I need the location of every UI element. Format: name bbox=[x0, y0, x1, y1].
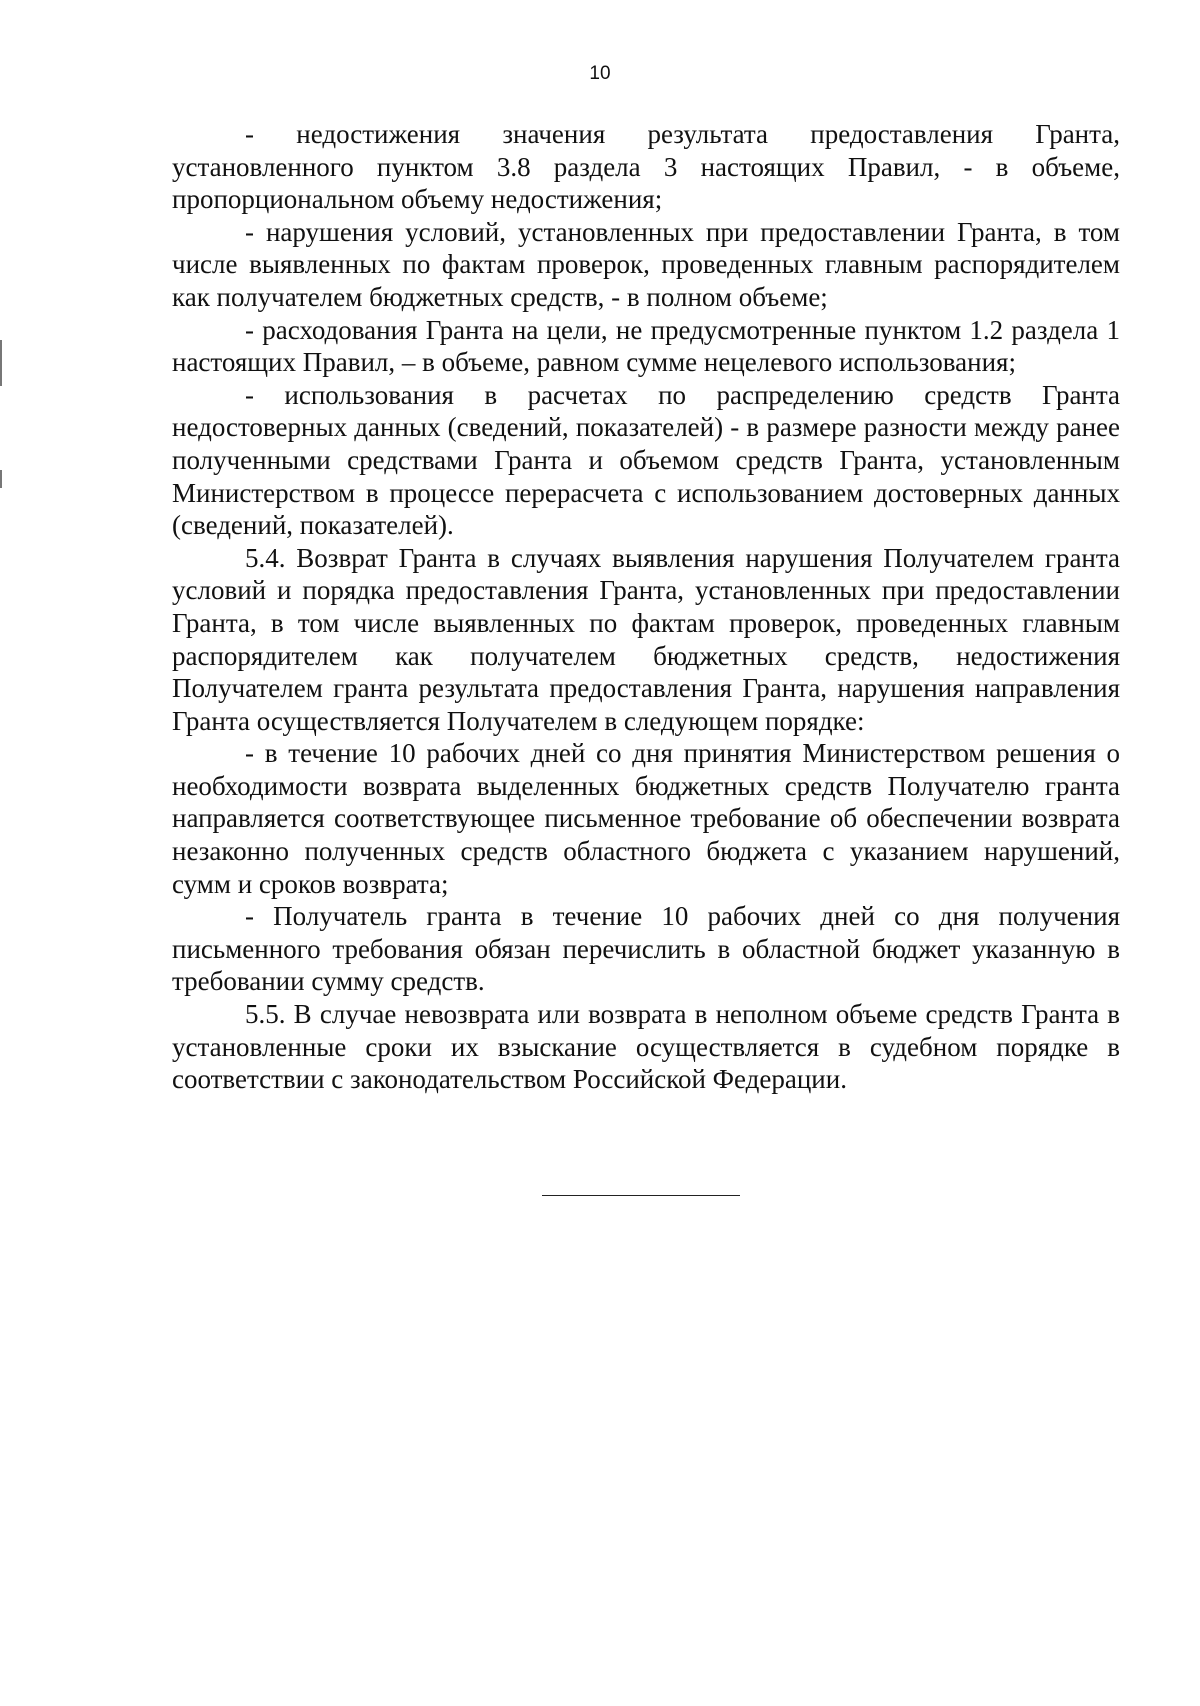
paragraph-misuse: - расходования Гранта на цели, не предусмотренные пунктом 1.2 раздела 1 настоящих Правил, – в объеме, равном сумме нецелевого использования; bbox=[172, 314, 1120, 378]
paragraph-underachievement: - недостижения значения результата предоставления Гранта, установленного пунктом 3.8 раздела 3 настоящих Правил, - в объеме, пропорциональном объему недостижения; bbox=[172, 119, 1120, 215]
paragraph-condition-violation: - нарушения условий, установленных при предоставлении Гранта, в том числе выявленных по фактам проверок, проведенных главным распорядителем как получателем бюджетных средств, - в полном объеме; bbox=[172, 216, 1120, 312]
paragraph-5-4-return: 5.4. Возврат Гранта в случаях выявления нарушения Получателем гранта условий и порядка предоставления Гранта, установленных при предоставлении Гранта, в том числе выявленных по фактам проверок, проведенных главным распорядителем как получателем бюджетных средств, недостижения Получателем гранта результата предоставления Гранта, нарушения направления Гранта осуществляется Получателем в следующем порядке: bbox=[172, 542, 1120, 736]
paragraph-5-5-court: 5.5. В случае невозврата или возврата в неполном объеме средств Гранта в установленные сроки их взыскание осуществляется в судебном порядке в соответствии с законодательством Российской Федерации. bbox=[172, 999, 1120, 1095]
scan-edge-mark bbox=[0, 470, 2, 488]
page-number: 10 bbox=[589, 63, 611, 84]
end-of-text-divider bbox=[542, 1195, 740, 1196]
paragraph-demand-notice: - в течение 10 рабочих дней со дня принятия Министерством решения о необходимости возврата выделенных бюджетных средств Получателю гранта направляется соответствующее письменное требование об обеспечении возврата незаконно полученных средств областного бюджета с указанием нарушений, сумм и сроков возврата; bbox=[172, 738, 1120, 899]
paragraph-false-data: - использования в расчетах по распределению средств Гранта недостоверных данных (сведений, показателей) - в размере разности между ранее полученными средствами Гранта и объемом средств Гранта, установленным Министерством в процессе перерасчета с использованием достоверных данных (сведений, показателей). bbox=[172, 379, 1120, 541]
scan-edge-mark bbox=[0, 340, 2, 386]
document-body bbox=[172, 118, 1120, 1096]
paragraph-recipient-transfer: - Получатель гранта в течение 10 рабочих дней со дня получения письменного требования обязан перечислить в областной бюджет указанную в требовании сумму средств. bbox=[172, 901, 1120, 997]
